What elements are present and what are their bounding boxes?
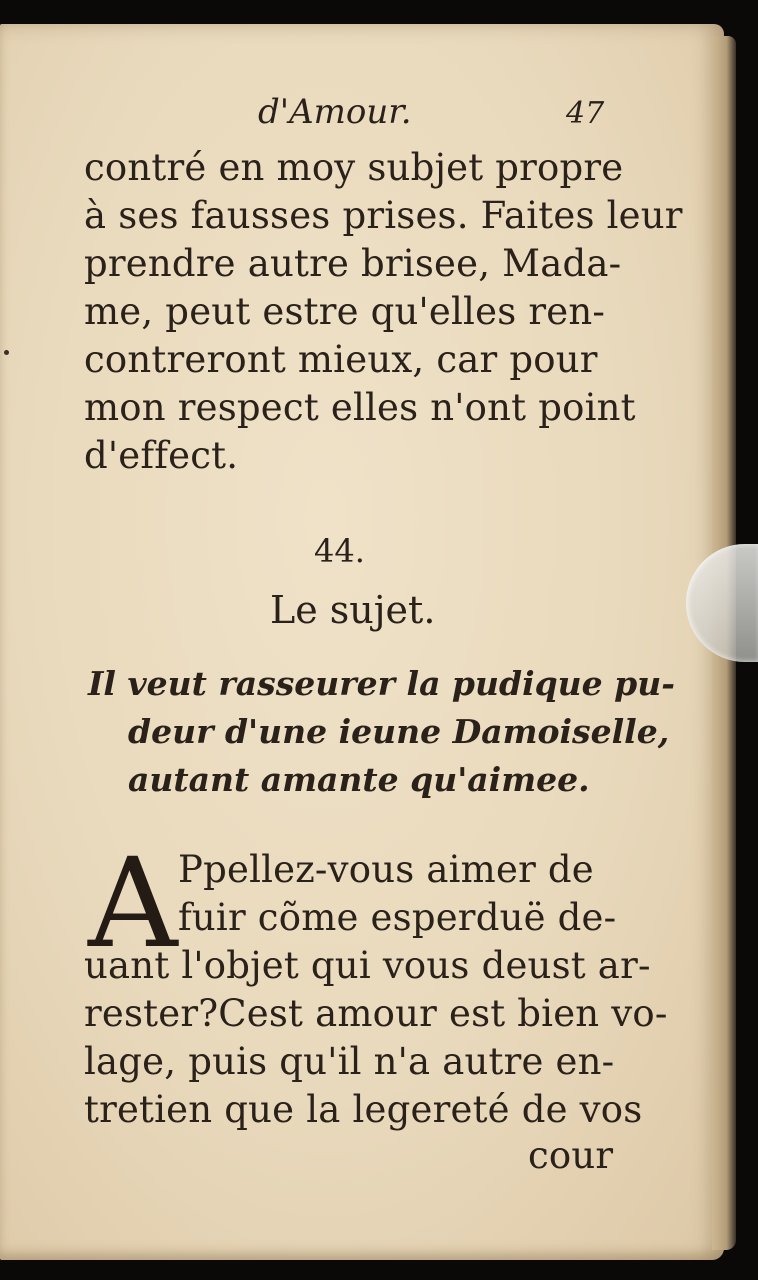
argument-line: Il veut rasseurer la pudique pu- (88, 664, 675, 703)
text-line: Ppellez-vous aimer de (178, 848, 594, 891)
text-line: à ses fausses prises. Faites leur (84, 194, 683, 237)
running-title: d'Amour. (258, 92, 412, 132)
margin-mark (4, 350, 9, 355)
text-line: contré en moy subjet propre (84, 146, 624, 189)
text-line: d'effect. (84, 434, 239, 477)
text-line: fuir cõme esperduë de- (178, 896, 617, 939)
text-line: uant l'objet qui vous deust ar- (84, 944, 651, 987)
text-line: contreront mieux, car pour (84, 338, 598, 381)
argument-line: autant amante qu'aimee. (128, 760, 590, 799)
page-number: 47 (566, 96, 605, 131)
text-line: prendre autre brisee, Mada- (84, 242, 622, 285)
section-heading: Le sujet. (270, 588, 436, 632)
text-line: mon respect elles n'ont point (84, 386, 636, 429)
drop-cap: A (88, 832, 178, 976)
section-number: 44. (314, 532, 365, 570)
text-line: tretien que la legereté de vos (84, 1088, 643, 1131)
catchword: cour (528, 1134, 614, 1177)
argument-line: deur d'une ieune Damoiselle, (128, 712, 670, 751)
text-line: me, peut estre qu'elles ren- (84, 290, 606, 333)
text-line: rester?Cest amour est bien vo- (84, 992, 668, 1035)
text-line: lage, puis qu'il n'a autre en- (84, 1040, 615, 1083)
